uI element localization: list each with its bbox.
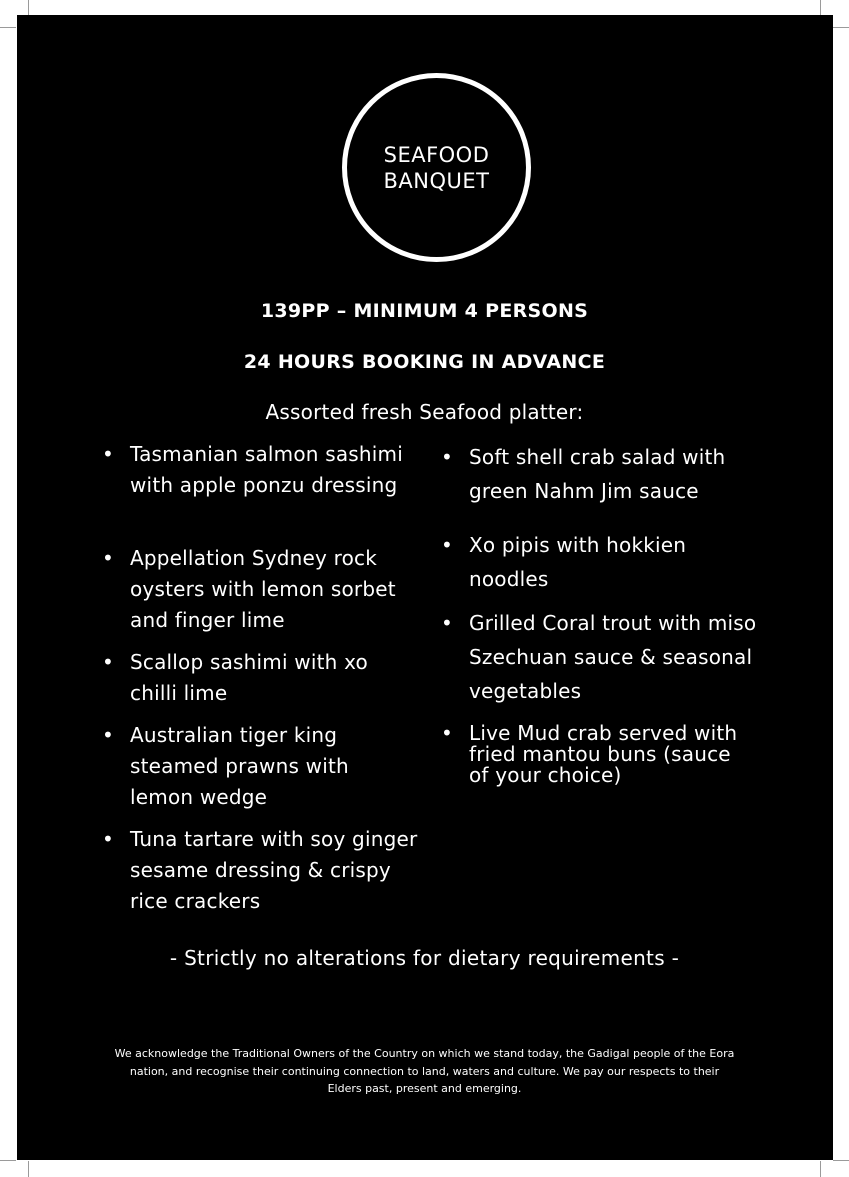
bullet: • — [102, 650, 114, 674]
list-item — [441, 606, 761, 708]
price-heading: 139PP – MINIMUM 4 PERSONS — [260, 300, 589, 322]
menu-item-text: Xo pipis with hokkien noodles — [469, 533, 687, 591]
platter-heading: Assorted fresh Seafood platter: — [265, 400, 584, 424]
menu-item-text: Live Mud crab served with fried mantou buns (sauce of your choice) — [469, 721, 738, 787]
crop-mark — [820, 0, 821, 16]
menu-item-text: Australian tiger king steamed prawns with lemon wedge — [130, 723, 349, 809]
logo-line-1: SEAFOOD — [383, 142, 490, 167]
crop-mark — [28, 0, 29, 16]
menu-item-text: Scallop sashimi with xo chilli lime — [130, 650, 368, 705]
logo-line-2: BANQUET — [383, 168, 490, 193]
menu-item-text: Appellation Sydney rock oysters with lemon sorbet and finger lime — [130, 546, 396, 632]
list-item — [441, 528, 731, 596]
list-item — [102, 647, 392, 709]
bullet: • — [102, 723, 114, 747]
crop-mark — [0, 27, 16, 28]
booking-heading: 24 HOURS BOOKING IN ADVANCE — [243, 351, 606, 373]
menu-item-text: Tasmanian salmon sashimi with apple ponzu dressing — [130, 442, 403, 497]
crop-mark — [833, 1160, 849, 1161]
list-item — [441, 440, 771, 508]
crop-mark — [833, 27, 849, 28]
list-item — [102, 824, 432, 917]
bullet: • — [102, 442, 114, 466]
bullet: • — [441, 611, 453, 635]
menu-item-text: Soft shell crab salad with green Nahm Jim sauce — [469, 445, 726, 503]
bullet: • — [441, 533, 453, 557]
list-item — [102, 720, 402, 813]
bullet: • — [441, 721, 453, 745]
list-item — [102, 439, 432, 501]
bullet: • — [441, 445, 453, 469]
menu-item-text: Tuna tartare with soy ginger sesame dressing & crispy rice crackers — [130, 827, 418, 913]
seafood-banquet-logo — [342, 73, 531, 262]
crop-mark — [820, 1161, 821, 1177]
dietary-notice: - Strictly no alterations for dietary requirements - — [169, 946, 680, 970]
menu-item-text: Grilled Coral trout with miso Szechuan sauce & seasonal vegetables — [469, 611, 757, 703]
acknowledgement-of-country: We acknowledge the Traditional Owners of the Country on which we stand today, the Gadigal people of the Eora nation, and recognise their continuing connection to land, waters and culture. We pay our respects to their Elders past, present and emerging. — [114, 1047, 735, 1095]
list-item — [102, 543, 432, 636]
bullet: • — [102, 827, 114, 851]
crop-mark — [28, 1161, 29, 1177]
crop-mark — [0, 1160, 16, 1161]
list-item — [441, 723, 741, 786]
bullet: • — [102, 546, 114, 570]
